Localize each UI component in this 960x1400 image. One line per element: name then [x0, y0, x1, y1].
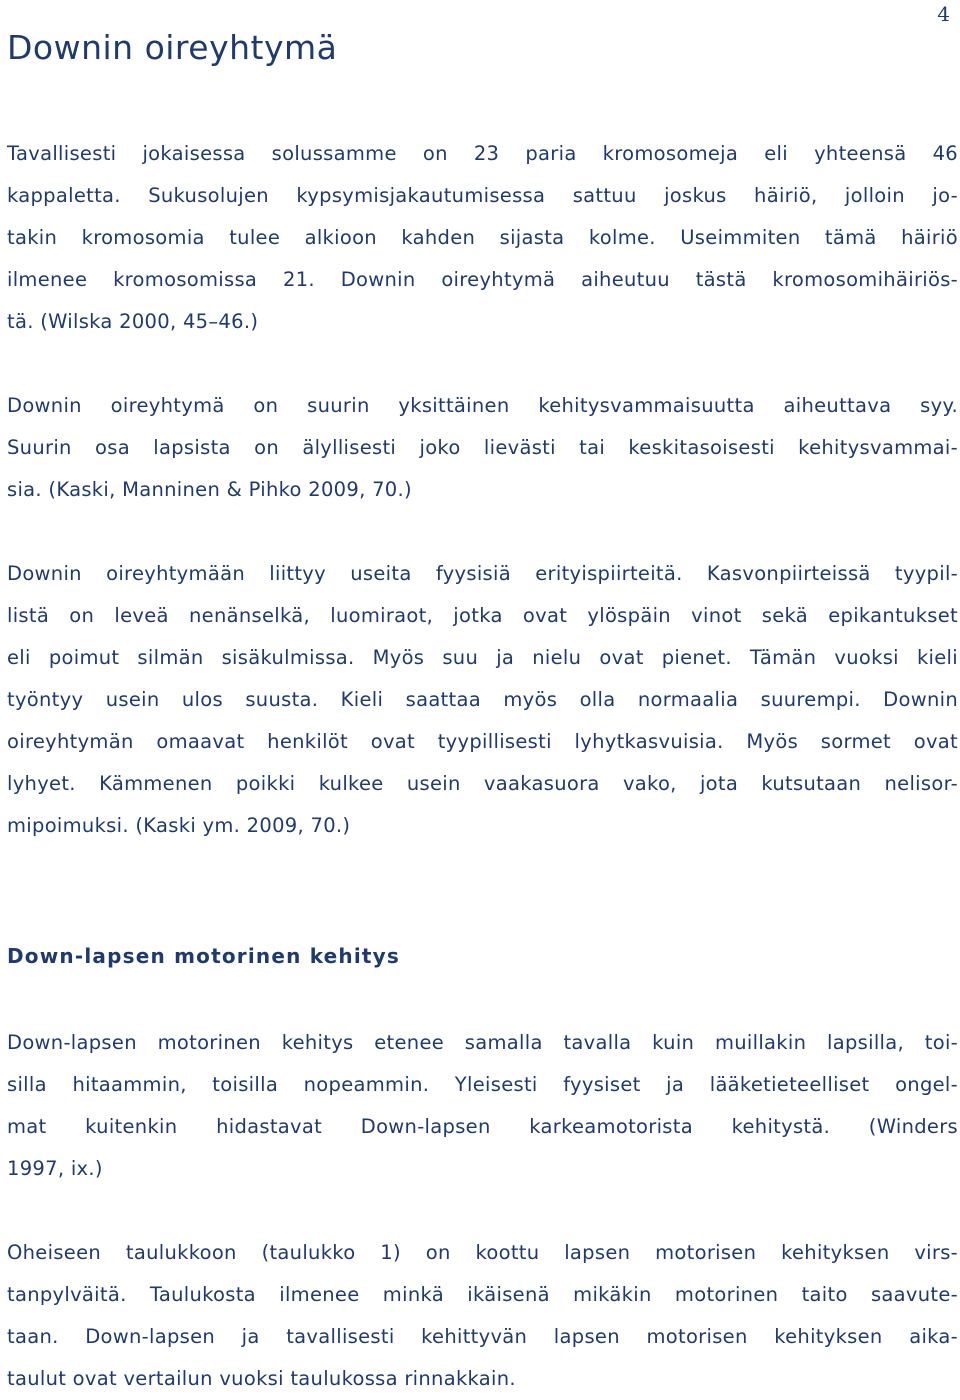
text-line: Downin oireyhtymä on suurin yksittäinen kehitysvammaisuutta aiheuttava syy.: [7, 394, 958, 417]
paragraph-physical-features: [7, 553, 958, 847]
text-line: listä on leveä nenänselkä, luomiraot, jotka ovat ylöspäin vinot sekä epikantukset: [7, 604, 958, 627]
text-line: lyhyet. Kämmenen poikki kulkee usein vaakasuora vako, jota kutsutaan nelisor-: [7, 772, 958, 795]
text-line: Downin oireyhtymään liittyy useita fyysisiä erityispiirteitä. Kasvonpiirteissä tyypil-: [7, 562, 958, 585]
text-line: Tavallisesti jokaisessa solussamme on 23 paria kromosomeja eli yhteensä 46: [7, 142, 958, 165]
text-line: tä. (Wilska 2000, 45–46.): [7, 310, 259, 333]
text-line: ilmenee kromosomissa 21. Downin oireyhtymä aiheutuu tästä kromosomihäiriös-: [7, 268, 958, 291]
text-line: Oheiseen taulukkoon (taulukko 1) on koottu lapsen motorisen kehityksen virs-: [7, 1241, 958, 1264]
paragraph-motor-development: [7, 1022, 958, 1190]
paragraph-chromosomes: [7, 133, 958, 343]
text-line: oireyhtymän omaavat henkilöt ovat tyypillisesti lyhytkasvuisia. Myös sormet ovat: [7, 730, 958, 753]
page-number: 4: [937, 2, 950, 26]
text-line: tanpylväitä. Taulukosta ilmenee minkä ikäisenä mikäkin motorinen taito saavute-: [7, 1283, 958, 1306]
text-line: mipoimuksi. (Kaski ym. 2009, 70.): [7, 814, 351, 837]
text-line: taan. Down-lapsen ja tavallisesti kehittyvän lapsen motorisen kehityksen aika-: [7, 1325, 958, 1348]
section-heading: Downin oireyhtymä: [7, 28, 338, 67]
paragraph-disability-cause: [7, 385, 958, 511]
subsection-heading: Down-lapsen motorinen kehitys: [7, 944, 401, 968]
text-line: Suurin osa lapsista on älyllisesti joko lievästi tai keskitasoisesti kehitysvammai-: [7, 436, 958, 459]
text-line: mat kuitenkin hidastavat Down-lapsen karkeamotorista kehitystä. (Winders: [7, 1115, 958, 1138]
text-line: eli poimut silmän sisäkulmissa. Myös suu ja nielu ovat pienet. Tämän vuoksi kieli: [7, 646, 958, 669]
text-line: taulut ovat vertailun vuoksi taulukossa rinnakkain.: [7, 1367, 516, 1390]
text-line: silla hitaammin, toisilla nopeammin. Yleisesti fyysiset ja lääketieteelliset ongel-: [7, 1073, 958, 1096]
text-line: työntyy usein ulos suusta. Kieli saattaa myös olla normaalia suurempi. Downin: [7, 688, 958, 711]
text-line: 1997, ix.): [7, 1157, 103, 1180]
text-line: Down-lapsen motorinen kehitys etenee samalla tavalla kuin muillakin lapsilla, toi-: [7, 1031, 958, 1054]
paragraph-table-intro: [7, 1232, 958, 1400]
text-line: kappaletta. Sukusolujen kypsymisjakautumisessa sattuu joskus häiriö, jolloin jo-: [7, 184, 958, 207]
text-line: sia. (Kaski, Manninen & Pihko 2009, 70.): [7, 478, 412, 501]
text-line: takin kromosomia tulee alkioon kahden sijasta kolme. Useimmiten tämä häiriö: [7, 226, 958, 249]
